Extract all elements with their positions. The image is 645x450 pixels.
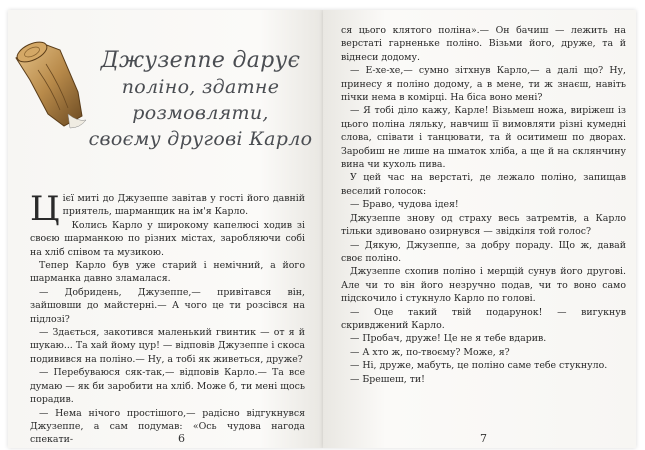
paragraph: У цей час на верстаті, де лежало поліно, запищав веселий голосок: — [341, 172, 626, 197]
paragraph: — Перебуваюся сяк-так,— відповів Карло.— Та все думаю — як би заробити на хліб. Може б, ти мені щось порадив. — [30, 367, 305, 406]
paragraph: Джузеппе схопив поліно і мерщій сунув його другові. Але чи то він його незручно подав, чи то воно само підскочило і стукнуло Карло по голові. — [341, 266, 626, 305]
paragraph: — Брешеш, ти! — [350, 373, 425, 385]
chapter-title-line: своєму другові Карло — [88, 128, 313, 150]
paragraph: — Я тобі діло кажу, Карле! Візьмеш ножа, виріжеш із цього поліна ляльку, навчиш її вимовляти різні кумедні слова, співати і танцювати, та й оситимеш по дворах. Заробиш не лише на шматок хліба, а ще й на склянчину вина чи кухоль пива. — [341, 105, 626, 171]
right-page-body — [341, 24, 626, 386]
paragraph: — А хто ж, по-твоєму? Може, я? — [350, 346, 510, 358]
page-number: 7 — [480, 432, 487, 445]
chapter-title-line: Джузеппе дарує — [100, 48, 301, 73]
paragraph: — Здається, закотився маленький гвинтик — от я й шукаю... Та хай йому цур! — відповів Джузеппе і скоса подивився на поліно.— Ну, а тобі як живеться, друже? — [30, 327, 305, 365]
paragraph: Тепер Карло був уже старий і немічний, а його шарманка давно зламалася. — [30, 260, 305, 285]
chapter-title-line: поліно, здатне розмовляти, — [121, 76, 280, 124]
paragraph: — Добридень, Джузеппе,— привітався він, зайшовши до майстерні.— А чого це ти розсівся на підлозі? — [30, 286, 305, 325]
paragraph: — Пробач, друже! Це не я тебе вдарив. — [350, 333, 547, 345]
paragraph: Джузеппе знову од страху весь затремтів, а Карло тільки здивовано озирнувся — звідкіля той голос? — [341, 212, 626, 238]
chapter-title — [88, 48, 313, 152]
paragraph: — Ні, друже, мабуть, це поліно саме тебе стукнуло. — [350, 360, 608, 372]
drop-cap: Ц — [30, 189, 60, 229]
page-number: 6 — [178, 432, 185, 445]
paragraph: — Дякую, Джузеппе, за добру пораду. Що ж, давай своє поліно. — [341, 239, 626, 264]
paragraph: — Е-хе-хе,— сумно зітхнув Карло,— а далі що? Ну, принесу я поліно додому, а в мене, ти ж знаєш, навіть пічки нема в комірці. На біса воно мені? — [341, 65, 626, 104]
paragraph: Цієї миті до Джузеппе завітав у гості його давній приятель, шарманщик на ім'я Карло. — [30, 189, 305, 229]
paragraph: ся цього клятого поліна».— Он бачиш — лежить на верстаті гарненьке поліно. Візьми його, друже, та й віднеси додому. — [341, 25, 626, 63]
paragraph: Колись Карло у широкому капелюсі ходив зі своєю шарманкою по різних містах, заробляючи собі на хліб співом та музикою. — [30, 219, 305, 258]
left-page — [8, 10, 323, 448]
paragraph: — Браво, чудова ідея! — [350, 199, 459, 211]
left-page-body — [30, 189, 305, 447]
paragraph: — Оце такий твій подарунок! — вигукнув скривджений Карло. — [341, 306, 626, 331]
right-page — [323, 10, 636, 448]
paragraph: — Нема нічого простішого,— радісно відгукнувся Джузеппе, а сам подумав: «Ось чудова нагода спекати- — [30, 407, 305, 446]
